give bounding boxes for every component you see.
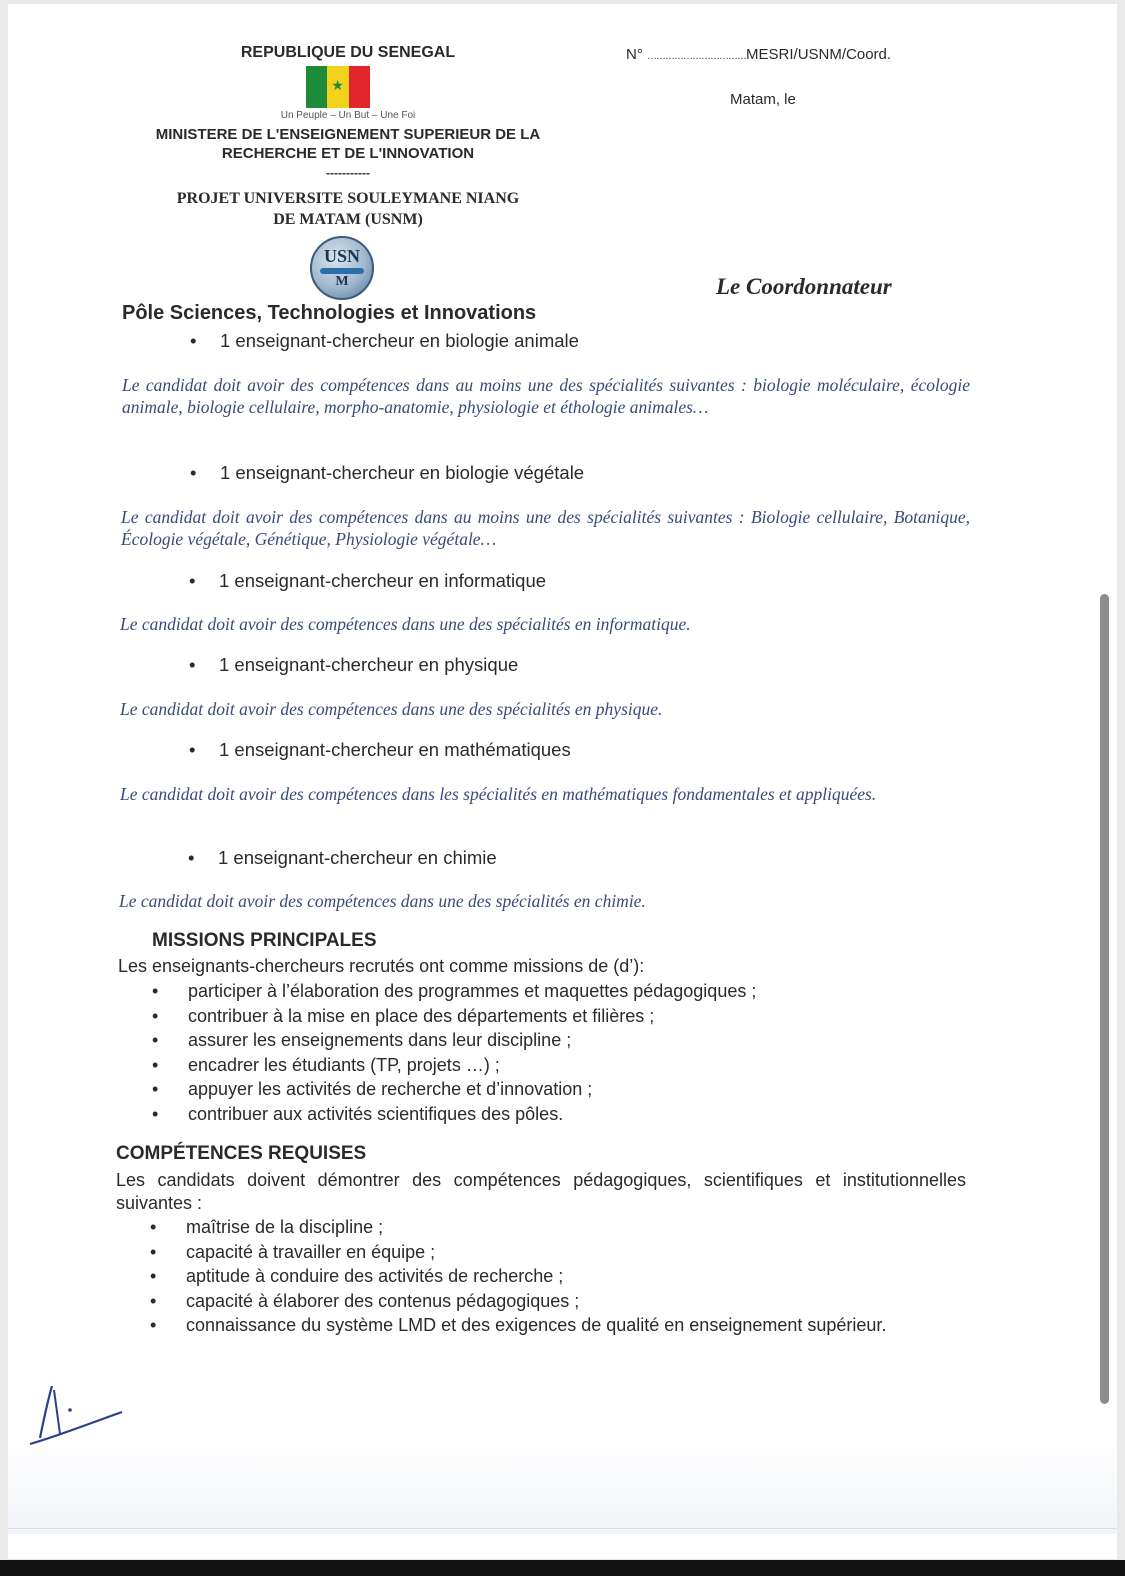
republic-title: REPUBLIQUE DU SENEGAL: [240, 44, 456, 61]
signature-icon: [18, 1380, 128, 1450]
position-description: Le candidat doit avoir des compétences dans au moins une des spécialités suivantes : biologie moléculaire, écologie animale, biologie cellulaire, morpho-anatomie, physiologie et éthologie animales…: [122, 375, 970, 417]
screen-bottom-bar: [0, 1560, 1125, 1576]
star-icon: ★: [331, 77, 344, 93]
bullet-icon: •: [188, 847, 195, 868]
page-bottom-shade: [8, 1434, 1117, 1534]
ref-prefix: N°: [626, 46, 643, 63]
list-item: • connaissance du système LMD et des exigences de qualité en enseignement supérieur.: [150, 1315, 980, 1340]
bullet-icon: •: [189, 570, 196, 591]
competences-intro: Les candidats doivent démontrer des compétences pédagogiques, scientifiques et institutionnelles suivantes :: [116, 1170, 966, 1213]
national-motto: Un Peuple – Un But – Une Foi: [280, 110, 416, 121]
position-description: Le candidat doit avoir des compétences dans une des spécialités en physique.: [120, 699, 663, 719]
flag-yellow-stripe: [327, 66, 348, 108]
competences-title: COMPÉTENCES REQUISES: [116, 1143, 367, 1164]
scrollbar[interactable]: [1100, 594, 1109, 1404]
position-item: [189, 739, 571, 761]
list-item: • assurer les enseignements dans leur discipline ;: [152, 1030, 972, 1055]
position-description: Le candidat doit avoir des compétences dans au moins une des spécialités suivantes : Biologie cellulaire, Botanique, Écologie végétale, Génétique, Physiologie végétale…: [121, 507, 970, 549]
place-date: Matam, le: [730, 91, 796, 108]
competences-list: [150, 1217, 980, 1340]
list-item: • contribuer à la mise en place des départements et filières ;: [152, 1006, 972, 1031]
position-title: 1 enseignant-chercheur en informatique: [219, 570, 547, 591]
list-item: • appuyer les activités de recherche et d’innovation ;: [152, 1079, 972, 1104]
position-title: 1 enseignant-chercheur en biologie végétale: [220, 462, 585, 483]
position-item: [189, 570, 546, 592]
position-title: 1 enseignant-chercheur en chimie: [218, 847, 497, 868]
senegal-flag: [306, 66, 370, 108]
logo-text-top: USN: [323, 246, 360, 266]
flag-red-stripe: [349, 66, 370, 108]
project-line-1: PROJET UNIVERSITE SOULEYMANE NIANG: [176, 190, 520, 207]
header-separator: -----------: [326, 166, 370, 180]
position-item: [189, 654, 518, 676]
position-item: [188, 847, 497, 869]
bullet-icon: •: [189, 739, 196, 760]
bullet-icon: •: [190, 462, 197, 483]
coordinator-title: Le Coordonnateur: [716, 274, 892, 299]
position-description: Le candidat doit avoir des compétences dans une des spécialités en informatique.: [120, 614, 691, 634]
bullet-icon: •: [190, 330, 197, 351]
page-bottom-rule: [8, 1528, 1117, 1529]
position-description: Le candidat doit avoir des compétences dans les spécialités en mathématiques fondamentales et appliquées.: [120, 784, 877, 804]
position-title: 1 enseignant-chercheur en biologie animale: [220, 330, 579, 351]
list-item: • contribuer aux activités scientifiques des pôles.: [152, 1104, 972, 1129]
document-page: [8, 4, 1117, 1559]
missions-title: MISSIONS PRINCIPALES: [152, 930, 377, 951]
project-line-2: DE MATAM (USNM): [273, 211, 423, 228]
logo-text-bottom: M: [335, 274, 349, 289]
missions-list: [152, 981, 972, 1128]
list-item: • aptitude à conduire des activités de recherche ;: [150, 1266, 980, 1291]
position-title: 1 enseignant-chercheur en physique: [219, 654, 519, 675]
ref-suffix: MESRI/USNM/Coord.: [746, 46, 892, 63]
bullet-icon: •: [189, 654, 196, 675]
reference-number: [626, 46, 1086, 63]
pole-title: Pôle Sciences, Technologies et Innovations: [122, 302, 537, 324]
list-item: • capacité à travailler en équipe ;: [150, 1242, 980, 1267]
ref-dots: ……………………………: [647, 51, 747, 62]
flag-green-stripe: [306, 66, 327, 108]
position-item: [190, 330, 579, 352]
position-description: Le candidat doit avoir des compétences dans une des spécialités en chimie.: [119, 891, 646, 911]
usnm-logo: [310, 236, 374, 300]
ministry-line-1: MINISTERE DE L'ENSEIGNEMENT SUPERIEUR DE LA: [155, 126, 541, 143]
list-item: • capacité à élaborer des contenus pédagogiques ;: [150, 1291, 980, 1316]
list-item: • maîtrise de la discipline ;: [150, 1217, 980, 1242]
position-item: [190, 462, 584, 484]
missions-intro: Les enseignants-chercheurs recrutés ont comme missions de (d’):: [118, 956, 645, 976]
ministry-line-2: RECHERCHE ET DE L'INNOVATION: [221, 145, 475, 162]
position-title: 1 enseignant-chercheur en mathématiques: [219, 739, 571, 760]
list-item: • participer à l’élaboration des programmes et maquettes pédagogiques ;: [152, 981, 972, 1006]
list-item: • encadrer les étudiants (TP, projets …) ;: [152, 1055, 972, 1080]
